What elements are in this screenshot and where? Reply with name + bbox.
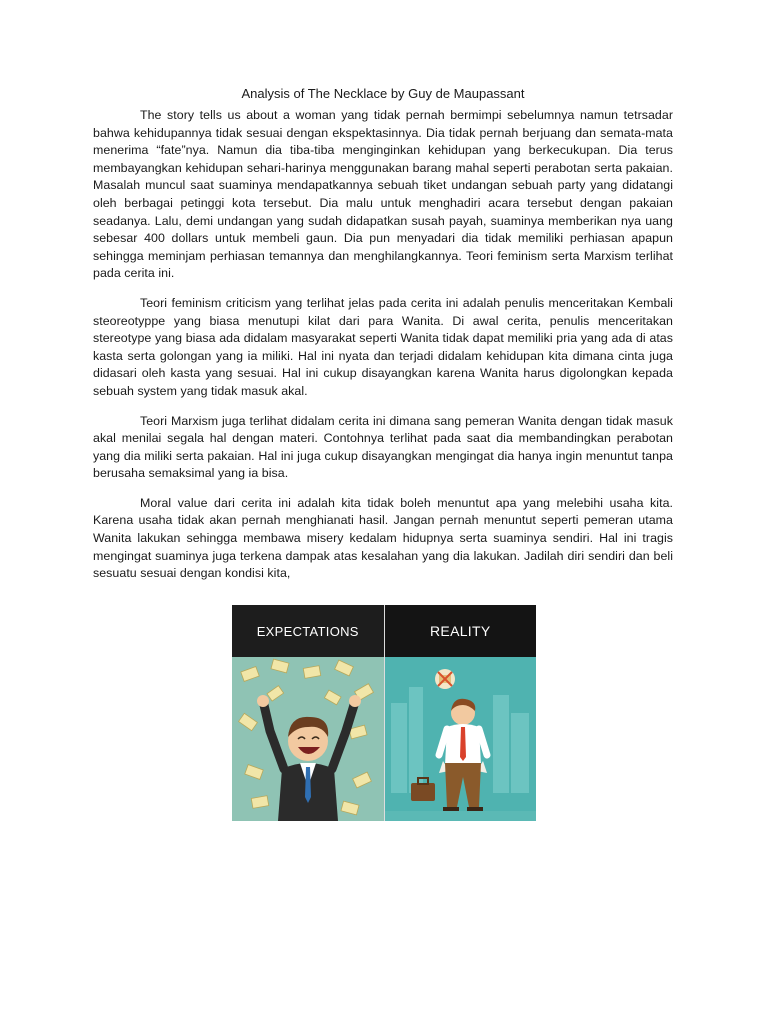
sad-man-empty-pockets-icon (385, 657, 536, 821)
happy-man-with-money-icon (232, 657, 384, 821)
paragraph-marxism: Teori Marxism juga terlihat didalam cerita ini dimana sang pemeran Wanita dengan tidak masuk akal menilai segala hal dengan materi. Contohnya terlihat pada saat dia membandingkan perabotan yang dia miliki serta pakaian. Hal ini juga cukup disayangkan mengingat dia hanya ingin menuntut tanpa berusaha semaksimal yang ia bisa. (93, 413, 673, 481)
reality-panel (385, 605, 537, 821)
expectations-panel (232, 605, 384, 821)
paragraph-feminism: Teori feminism criticism yang terlihat jelas pada cerita ini adalah penulis menceritakan Kembali steoreotyppe yang biasa menutupi kilat dari para Wanita. Di awal cerita, penulis menceritakan stereotype yang biasa ada didalam masyarakat seperti Wanita tidak dapat memiliki pria yang ada di atas kasta serta golongan yang ia miliki. Hal ini nyata dan terjadi didalam kehidupan kita dimana cinta juga didasari oleh kasta yang sesuai. Hal ini cukup disayangkan karena Wanita harus digolongkan kepada sebuah system yang tidak masuk akal. (93, 295, 673, 398)
paragraph-moral-value: Moral value dari cerita ini adalah kita tidak boleh menuntut apa yang melebihi usaha kita. Karena usaha tidak akan pernah menghianati hasil. Jangan pernah menuntut seperti pemeran utama Wanita lakukan sehingga membawa misery kedalam hidupnya serta suaminya sendiri. Hal ini tragis mengingat suaminya juga terkena dampak atas kesalahan yang dia lakukan. Jadilah diri sendiri dan beli sesuatu sesuai dengan kondisi kita, (93, 495, 673, 581)
paragraph-intro: The story tells us about a woman yang tidak pernah bermimpi sebelumnya namun tetrsadar bahwa kehidupannya tidak sesuai dengan ekspektasinnya. Dia tidak pernah berjuang dan semata-mata menerima “fate”nya. Namun dia tiba-tiba menginginkan kehidupan yang berkecukupan. Dia terus membayangkan kehidupan sehari-harinya menggunakan barang mahal seperti perabotan serta pakaian. Masalah muncul saat suaminya mendapatkannya sebuah tiket undangan sebuah party yang didatangi oleh berbagai petinggi kota tersebut. Dia malu untuk menghadiri acara tersebut dengan pakaian seadanya. Lalu, demi undangan yang sudah didapatkan susah payah, suaminya memberikan nya uang sebesar 400 dollars untuk membeli gaun. Dia pun menyadari dia tidak memiliki perhiasan apapun sehingga meminjam perhiasan temannya dan menghilangkannya. Teori feminism serta Marxism terlihat pada cerita ini. (93, 108, 673, 281)
document-body (93, 86, 673, 595)
reality-label: REALITY (385, 605, 537, 657)
expectations-reality-illustration (232, 605, 536, 821)
document-title: Analysis of The Necklace by Guy de Maupassant (241, 86, 525, 101)
expectations-label: EXPECTATIONS (232, 605, 384, 657)
